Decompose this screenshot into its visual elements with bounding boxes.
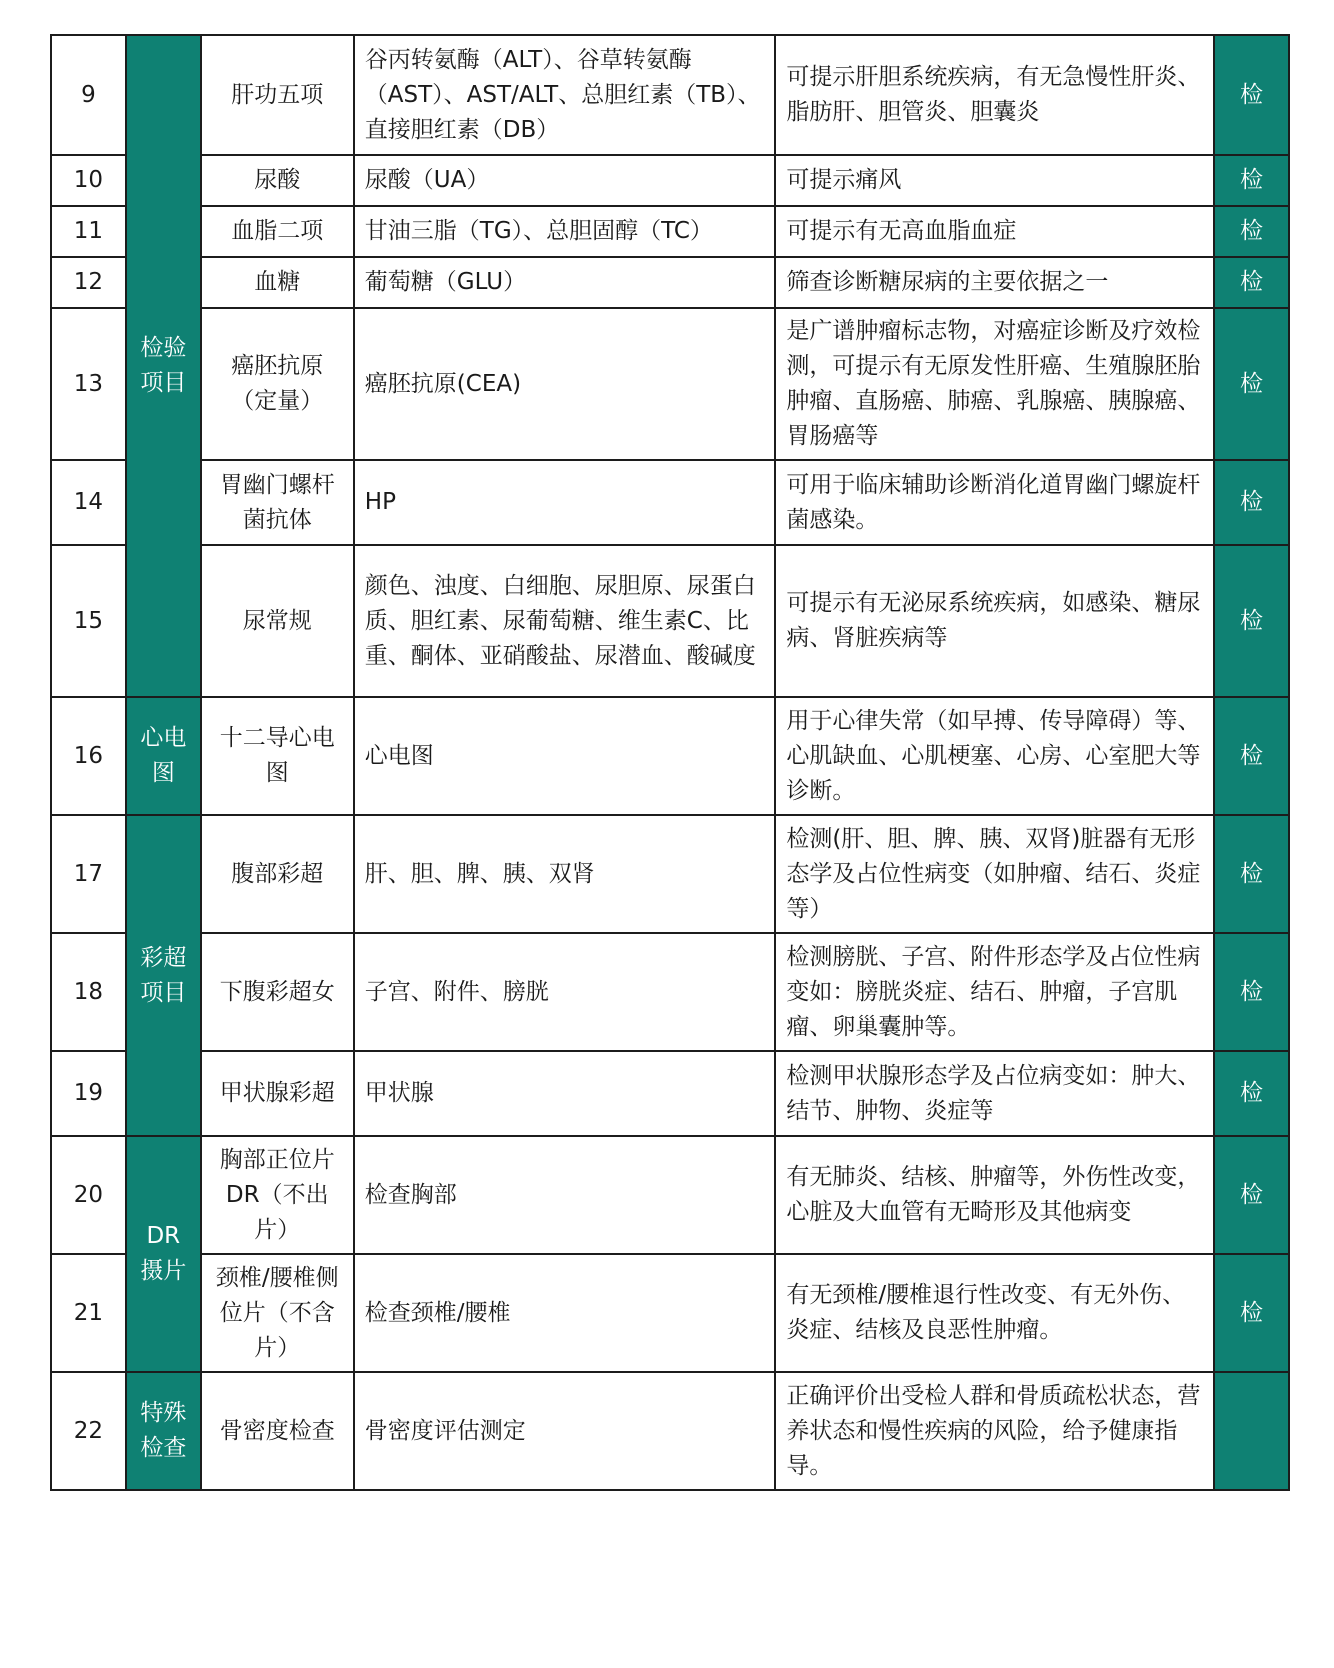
item-content: 甘油三脂（TG）、总胆固醇（TC） [354, 206, 776, 257]
table-row [51, 1051, 1289, 1136]
item-significance: 可提示有无高血脂血症 [775, 206, 1214, 257]
check-mark: 检 [1214, 460, 1289, 545]
item-name: 尿酸 [201, 155, 354, 206]
table-row [51, 933, 1289, 1051]
table-row [51, 35, 1289, 155]
item-content: 检查颈椎/腰椎 [354, 1254, 776, 1372]
check-mark: 检 [1214, 545, 1289, 697]
item-significance: 是广谱肿瘤标志物，对癌症诊断及疗效检测，可提示有无原发性肝癌、生殖腺胚胎肿瘤、直肠癌、肺癌、乳腺癌、胰腺癌、胃肠癌等 [775, 308, 1214, 460]
item-content: 肝、胆、脾、胰、双肾 [354, 815, 776, 933]
item-content: 检查胸部 [354, 1136, 776, 1254]
item-significance: 有无颈椎/腰椎退行性改变、有无外伤、炎症、结核及良恶性肿瘤。 [775, 1254, 1214, 1372]
item-name: 肝功五项 [201, 35, 354, 155]
item-content: 癌胚抗原(CEA) [354, 308, 776, 460]
item-name: 骨密度检查 [201, 1372, 354, 1490]
item-content: 谷丙转氨酶（ALT）、谷草转氨酶（AST）、AST/ALT、总胆红素（TB）、直接胆红素（DB） [354, 35, 776, 155]
row-number: 21 [51, 1254, 126, 1372]
row-number: 9 [51, 35, 126, 155]
item-content: 甲状腺 [354, 1051, 776, 1136]
item-name: 血糖 [201, 257, 354, 308]
item-content: 尿酸（UA） [354, 155, 776, 206]
table-row [51, 815, 1289, 933]
item-name: 胸部正位片DR（不出片） [201, 1136, 354, 1254]
check-mark: 检 [1214, 155, 1289, 206]
table-row [51, 257, 1289, 308]
category-special: 特殊检查 [126, 1372, 201, 1490]
table-row [51, 1136, 1289, 1254]
table-row [51, 308, 1289, 460]
table-row [51, 460, 1289, 545]
item-significance: 检测甲状腺形态学及占位病变如：肿大、结节、肿物、炎症等 [775, 1051, 1214, 1136]
row-number: 15 [51, 545, 126, 697]
check-mark: 检 [1214, 35, 1289, 155]
item-name: 血脂二项 [201, 206, 354, 257]
item-name: 甲状腺彩超 [201, 1051, 354, 1136]
check-mark: 检 [1214, 257, 1289, 308]
item-content: HP [354, 460, 776, 545]
table-row [51, 1372, 1289, 1490]
item-name: 腹部彩超 [201, 815, 354, 933]
exam-items-table [50, 34, 1290, 1491]
row-number: 22 [51, 1372, 126, 1490]
table-row [51, 1254, 1289, 1372]
category-ecg: 心电图 [126, 697, 201, 815]
check-mark: 检 [1214, 1136, 1289, 1254]
item-significance: 可提示肝胆系统疾病，有无急慢性肝炎、脂肪肝、胆管炎、胆囊炎 [775, 35, 1214, 155]
row-number: 11 [51, 206, 126, 257]
row-number: 19 [51, 1051, 126, 1136]
check-mark: 检 [1214, 933, 1289, 1051]
check-mark [1214, 1372, 1289, 1490]
row-number: 10 [51, 155, 126, 206]
item-content: 骨密度评估测定 [354, 1372, 776, 1490]
category-lab: 检验项目 [126, 35, 201, 697]
item-significance: 检测(肝、胆、脾、胰、双肾)脏器有无形态学及占位性病变（如肿瘤、结石、炎症等） [775, 815, 1214, 933]
row-number: 12 [51, 257, 126, 308]
check-mark: 检 [1214, 815, 1289, 933]
check-mark: 检 [1214, 697, 1289, 815]
check-mark: 检 [1214, 1051, 1289, 1136]
check-mark: 检 [1214, 308, 1289, 460]
category-ultrasound: 彩超项目 [126, 815, 201, 1136]
item-content: 葡萄糖（GLU） [354, 257, 776, 308]
table-row [51, 697, 1289, 815]
item-name: 癌胚抗原（定量） [201, 308, 354, 460]
item-content: 颜色、浊度、白细胞、尿胆原、尿蛋白质、胆红素、尿葡萄糖、维生素C、比重、酮体、亚硝酸盐、尿潜血、酸碱度 [354, 545, 776, 697]
item-name: 十二导心电图 [201, 697, 354, 815]
row-number: 18 [51, 933, 126, 1051]
item-name: 下腹彩超女 [201, 933, 354, 1051]
row-number: 17 [51, 815, 126, 933]
item-significance: 有无肺炎、结核、肿瘤等，外伤性改变，心脏及大血管有无畸形及其他病变 [775, 1136, 1214, 1254]
item-significance: 用于心律失常（如早搏、传导障碍）等、心肌缺血、心肌梗塞、心房、心室肥大等诊断。 [775, 697, 1214, 815]
item-name: 尿常规 [201, 545, 354, 697]
category-dr: DR摄片 [126, 1136, 201, 1372]
item-significance: 正确评价出受检人群和骨质疏松状态，营养状态和慢性疾病的风险，给予健康指导。 [775, 1372, 1214, 1490]
item-content: 心电图 [354, 697, 776, 815]
item-significance: 可用于临床辅助诊断消化道胃幽门螺旋杆菌感染。 [775, 460, 1214, 545]
table-row [51, 206, 1289, 257]
item-significance: 检测膀胱、子宫、附件形态学及占位性病变如：膀胱炎症、结石、肿瘤，子宫肌瘤、卵巢囊肿等。 [775, 933, 1214, 1051]
row-number: 13 [51, 308, 126, 460]
item-significance: 可提示痛风 [775, 155, 1214, 206]
check-mark: 检 [1214, 1254, 1289, 1372]
table-row [51, 545, 1289, 697]
check-mark: 检 [1214, 206, 1289, 257]
row-number: 20 [51, 1136, 126, 1254]
row-number: 14 [51, 460, 126, 545]
row-number: 16 [51, 697, 126, 815]
item-significance: 可提示有无泌尿系统疾病，如感染、糖尿病、肾脏疾病等 [775, 545, 1214, 697]
item-name: 胃幽门螺杆菌抗体 [201, 460, 354, 545]
item-name: 颈椎/腰椎侧位片（不含片） [201, 1254, 354, 1372]
table-row [51, 155, 1289, 206]
item-significance: 筛查诊断糖尿病的主要依据之一 [775, 257, 1214, 308]
item-content: 子宫、附件、膀胱 [354, 933, 776, 1051]
